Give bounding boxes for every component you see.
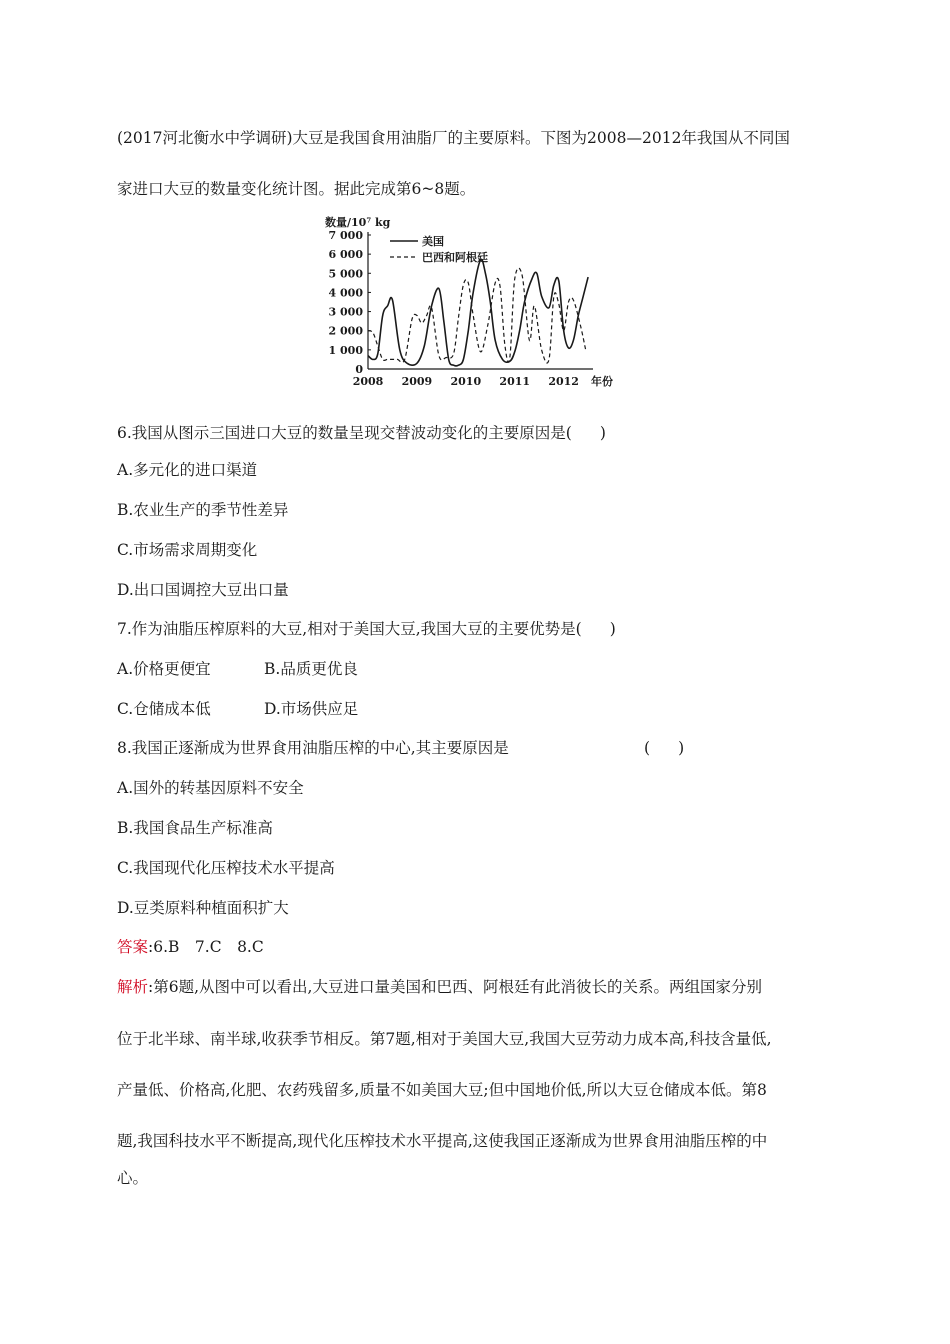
answer-text: :6.B 7.C 8.C xyxy=(148,938,264,956)
q6-option-d: D.出口国调控大豆出口量 xyxy=(117,581,289,599)
y-tick-label: 0 xyxy=(355,363,363,376)
q8-option-d: D.豆类原料种植面积扩大 xyxy=(117,899,289,917)
q6-stem: 6.我国从图示三国进口大豆的数量呈现交替波动变化的主要原因是( ) xyxy=(117,424,606,442)
answer-line xyxy=(117,937,264,957)
chart-xlabel: 年份 xyxy=(591,375,613,388)
x-tick-label: 2009 xyxy=(401,375,433,388)
analysis-line-3: 产量低、价格高,化肥、农药残留多,质量不如美国大豆;但中国地价低,所以大豆仓储成本低。第8 xyxy=(117,1081,767,1099)
y-tick-label: 4 000 xyxy=(328,286,363,300)
chart-ylabel: 数量/10⁷ kg xyxy=(325,216,391,229)
analysis-line-5: 心。 xyxy=(117,1169,149,1187)
q7-option-a: A.价格更便宜 xyxy=(117,660,211,678)
y-tick-label: 7 000 xyxy=(328,229,363,242)
x-tick-labels xyxy=(353,375,579,388)
y-tick-label: 1 000 xyxy=(328,343,363,357)
analysis-line-4: 题,我国科技水平不断提高,现代化压榨技术水平提高,这使我国正逐渐成为世界食用油脂压榨的中 xyxy=(117,1132,768,1150)
q6-option-c: C.市场需求周期变化 xyxy=(117,541,258,559)
q6-option-a: A.多元化的进口渠道 xyxy=(117,461,258,479)
y-tick-label: 5 000 xyxy=(328,267,363,281)
q6-option-b: B.农业生产的季节性差异 xyxy=(117,501,289,519)
x-tick-label: 2011 xyxy=(499,375,531,388)
series-line-brazil-argentina xyxy=(368,268,586,363)
q7-option-d: D.市场供应足 xyxy=(264,700,359,718)
analysis-line-1: 解析:第6题,从图中可以看出,大豆进口量美国和巴西、阿根廷有此消彼长的关系。两组国家分别 xyxy=(117,978,762,996)
x-tick-label: 2012 xyxy=(548,375,579,388)
y-tick-label: 6 000 xyxy=(328,248,363,262)
legend-label-usa: 美国 xyxy=(422,235,444,248)
x-tick-label: 2008 xyxy=(352,375,384,388)
answer-label: 答案 xyxy=(117,938,149,956)
legend xyxy=(390,234,488,264)
q7-option-c: C.仓储成本低 xyxy=(117,700,211,718)
series-line-usa xyxy=(368,259,588,366)
q8-option-c: C.我国现代化压榨技术水平提高 xyxy=(117,859,335,877)
intro-line-2: 家进口大豆的数量变化统计图。据此完成第6~8题。 xyxy=(117,180,476,198)
y-tick-label: 3 000 xyxy=(328,305,363,319)
legend-label-brazil-argentina: 巴西和阿根廷 xyxy=(422,251,488,264)
y-tick-label: 2 000 xyxy=(328,324,363,338)
q7-stem: 7.作为油脂压榨原料的大豆,相对于美国大豆,我国大豆的主要优势是( ) xyxy=(117,620,616,638)
analysis-line-2: 位于北半球、南半球,收获季节相反。第7题,相对于美国大豆,我国大豆劳动力成本高,科技含量低, xyxy=(117,1030,772,1048)
analysis-label: 解析 xyxy=(117,978,149,996)
soybean-import-chart xyxy=(323,210,623,395)
x-tick-label: 2010 xyxy=(450,375,482,388)
intro-line-1: (2017河北衡水中学调研)大豆是我国食用油脂厂的主要原料。下图为2008—2012年我国从不同国 xyxy=(117,129,790,147)
q8-option-b: B.我国食品生产标准高 xyxy=(117,819,273,837)
q8-paren: ( ) xyxy=(644,739,685,757)
q7-option-b: B.品质更优良 xyxy=(264,660,358,678)
y-tick-labels xyxy=(329,229,371,376)
q8-stem: 8.我国正逐渐成为世界食用油脂压榨的中心,其主要原因是 xyxy=(117,739,509,757)
q8-option-a: A.国外的转基因原料不安全 xyxy=(117,779,304,797)
